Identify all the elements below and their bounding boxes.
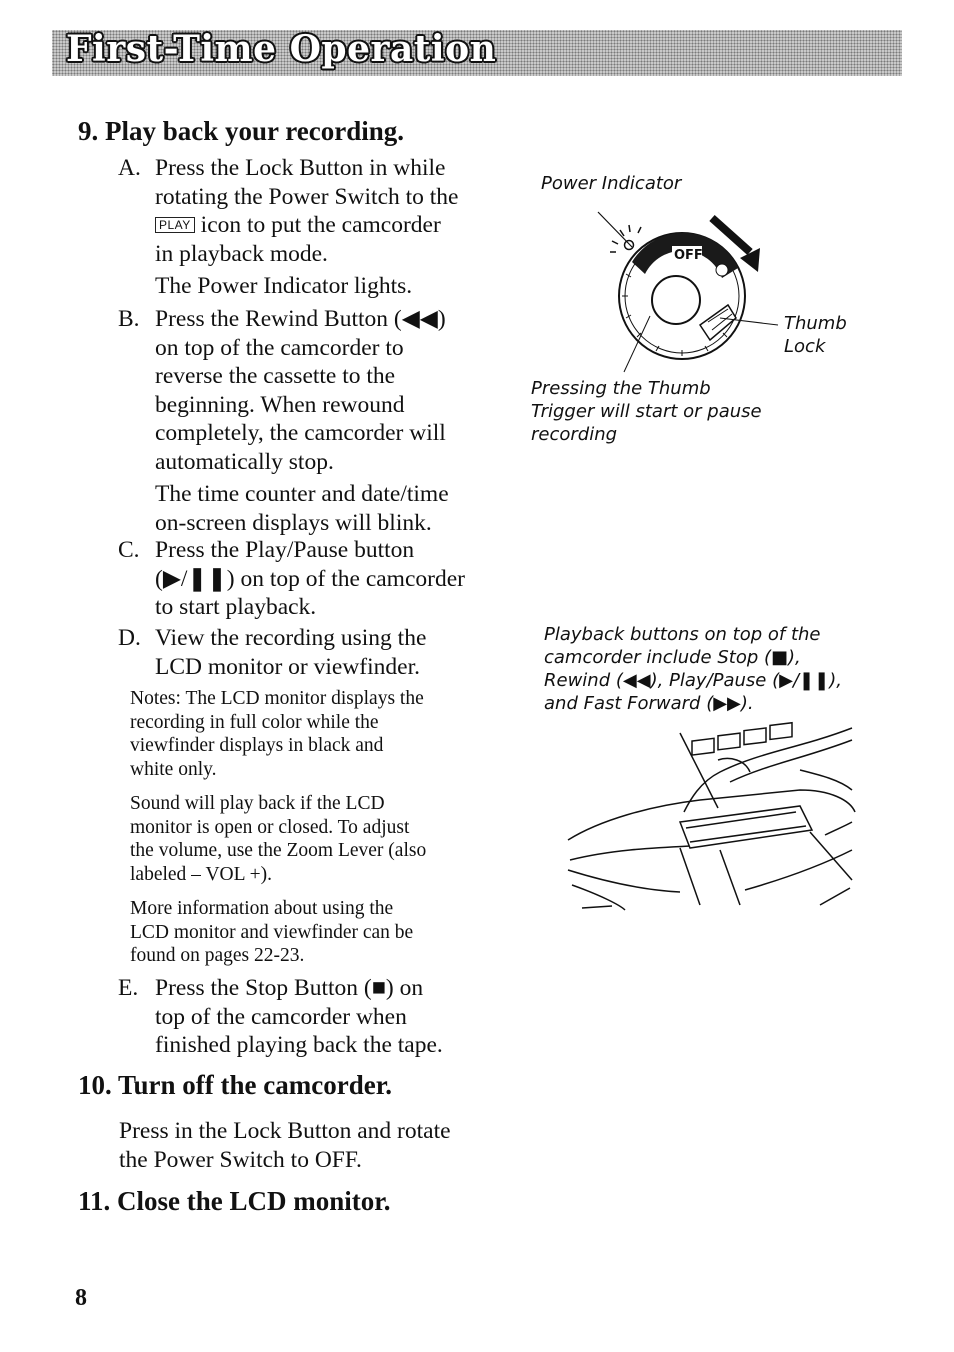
note-3: More information about using the bbox=[130, 898, 394, 919]
text-line: recording in full color while the bbox=[130, 711, 379, 733]
text-line: reverse the cassette to the bbox=[155, 363, 396, 389]
text-line: automatically stop. bbox=[155, 448, 334, 475]
notes-label: Notes: bbox=[130, 688, 181, 709]
text-line: Playback buttons on top of the bbox=[544, 624, 821, 645]
text-line: to start playback. bbox=[155, 594, 317, 620]
text-line: rotating the Power Switch to the bbox=[155, 183, 459, 210]
step-9b-letter: B. bbox=[118, 306, 140, 332]
page-title: First-Time Operation bbox=[66, 28, 497, 70]
text-line: The Power Indicator lights. bbox=[155, 273, 413, 299]
text-line: and Fast Forward (▶▶). bbox=[544, 693, 754, 714]
text-line: in playback mode. bbox=[155, 240, 328, 267]
dial-off-text: OFF bbox=[674, 248, 703, 263]
text-line: found on pages 22-23. bbox=[130, 945, 305, 966]
text-span: icon to put the camcorder bbox=[200, 212, 441, 238]
text-line: Press the Stop Button (■) on bbox=[155, 975, 424, 1001]
text-line: Press the Rewind Button (◀◀) bbox=[155, 306, 446, 332]
text-span: The LCD monitor displays the bbox=[180, 688, 424, 709]
text-line: (▶/❚❚) on top of the camcorder bbox=[155, 565, 465, 592]
text-line: recording bbox=[531, 424, 618, 445]
text-line: monitor is open or closed. To adjust bbox=[130, 816, 410, 838]
text-line: completely, the camcorder will bbox=[155, 420, 446, 446]
text-line: The time counter and date/time bbox=[155, 481, 449, 507]
text-line: Rewind (◀◀), Play/Pause (▶/❚❚), bbox=[544, 670, 842, 691]
note-2: Sound will play back if the LCD bbox=[130, 793, 385, 814]
text-line: labeled – VOL +). bbox=[130, 863, 273, 885]
text-line: top of the camcorder when bbox=[155, 1003, 407, 1030]
step-10-heading: 10. Turn off the camcorder. bbox=[78, 1070, 392, 1100]
step-9c-letter: C. bbox=[118, 537, 140, 563]
power-indicator-label: Power Indicator bbox=[541, 173, 682, 194]
text-line: Press the Play/Pause button bbox=[155, 537, 415, 563]
text-line: on top of the camcorder to bbox=[155, 334, 404, 361]
text-line: View the recording using the bbox=[155, 625, 427, 651]
page-number: 8 bbox=[75, 1285, 87, 1311]
text-line: Thumb bbox=[784, 313, 847, 334]
text-line: white only. bbox=[130, 758, 217, 780]
text-line: beginning. When rewound bbox=[155, 391, 405, 418]
play-mode-icon: PLAY bbox=[155, 217, 195, 233]
text-line: Press in the Lock Button and rotate bbox=[119, 1118, 451, 1144]
text-line: Trigger will start or pause bbox=[531, 401, 762, 422]
step-9a-letter: A. bbox=[118, 155, 141, 181]
text-line: finished playing back the tape. bbox=[155, 1032, 443, 1058]
text-line: the volume, use the Zoom Lever (also bbox=[130, 840, 427, 861]
text-line: on-screen displays will blink. bbox=[155, 509, 432, 536]
text-line: LCD monitor and viewfinder can be bbox=[130, 921, 414, 943]
step-9e-letter: E. bbox=[118, 975, 139, 1001]
text-line: Press the Lock Button in while bbox=[155, 155, 446, 181]
text-line: Pressing the Thumb bbox=[531, 378, 711, 399]
text-line: LCD monitor or viewfinder. bbox=[155, 653, 420, 680]
text-line: the Power Switch to OFF. bbox=[119, 1146, 362, 1173]
step-9-heading: 9. Play back your recording. bbox=[78, 116, 405, 146]
text-line: Lock bbox=[784, 336, 826, 357]
step-11-heading: 11. Close the LCD monitor. bbox=[78, 1186, 391, 1216]
text-line: camcorder include Stop (■), bbox=[544, 647, 801, 668]
step-9d-letter: D. bbox=[118, 625, 141, 651]
text-line: viewfinder displays in black and bbox=[130, 735, 384, 756]
